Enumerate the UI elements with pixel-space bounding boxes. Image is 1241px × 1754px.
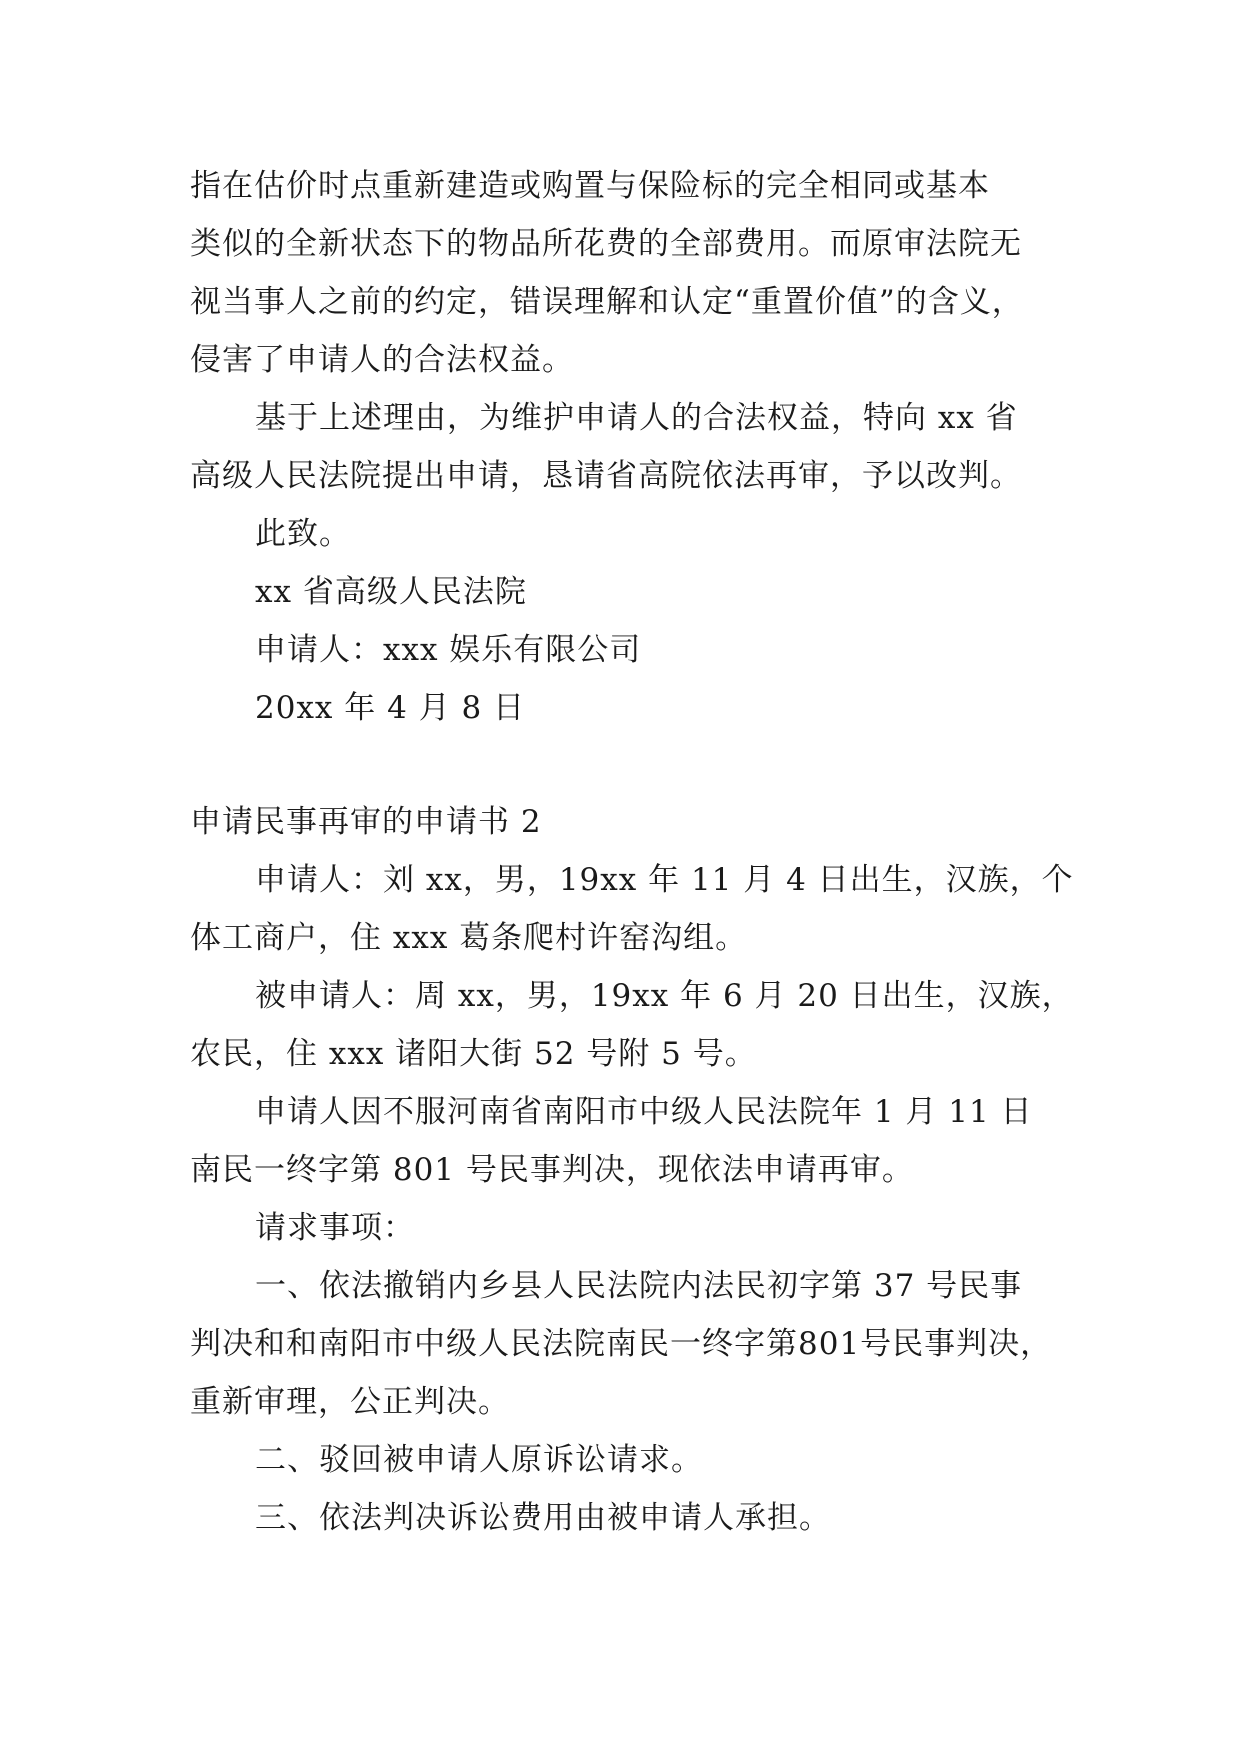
text-line: 判决和和南阳市中级人民法院南民一终字第801号民事判决， bbox=[190, 1326, 1053, 1362]
text-line: 南民一终字第 801 号民事判决，现依法申请再审。 bbox=[190, 1152, 914, 1188]
request-item-2: 二、驳回被申请人原诉讼请求。 bbox=[255, 1442, 703, 1478]
text-line: 重新审理，公正判决。 bbox=[190, 1384, 510, 1420]
section-title: 申请民事再审的申请书 2 bbox=[190, 804, 542, 840]
recipient-court: xx 省高级人民法院 bbox=[255, 574, 527, 610]
text-line: 侵害了申请人的合法权益。 bbox=[190, 342, 574, 378]
text-line: 高级人民法院提出申请，恳请省高院依法再审，予以改判。 bbox=[190, 458, 1022, 494]
paragraph-first-line: 申请人：刘 xx，男，19xx 年 11 月 4 日出生，汉族，个 bbox=[255, 862, 1074, 898]
paragraph-first-line: 基于上述理由，为维护申请人的合法权益，特向 xx 省 bbox=[255, 400, 1018, 436]
text-line: 体工商户，住 xxx 葛条爬村许窑沟组。 bbox=[190, 920, 748, 956]
closing-salutation: 此致。 bbox=[255, 516, 351, 552]
text-line: 指在估价时点重新建造或购置与保险标的完全相同或基本 bbox=[190, 168, 990, 204]
document-date: 20xx 年 4 月 8 日 bbox=[255, 690, 526, 726]
paragraph-first-line: 被申请人：周 xx，男，19xx 年 6 月 20 日出生，汉族， bbox=[255, 978, 1074, 1014]
paragraph-first-line: 申请人因不服河南省南阳市中级人民法院年 1 月 11 日 bbox=[255, 1094, 1033, 1130]
applicant-signature: 申请人：xxx 娱乐有限公司 bbox=[255, 632, 642, 668]
requests-heading: 请求事项： bbox=[255, 1210, 415, 1246]
text-line: 视当事人之前的约定，错误理解和认定“重置价值”的含义， bbox=[190, 284, 1024, 320]
request-item-1: 一、依法撤销内乡县人民法院内法民初字第 37 号民事 bbox=[255, 1268, 1023, 1304]
text-line: 农民，住 xxx 诸阳大街 52 号附 5 号。 bbox=[190, 1036, 757, 1072]
text-line: 类似的全新状态下的物品所花费的全部费用。而原审法院无 bbox=[190, 226, 1022, 262]
request-item-3: 三、依法判决诉讼费用由被申请人承担。 bbox=[255, 1500, 831, 1536]
